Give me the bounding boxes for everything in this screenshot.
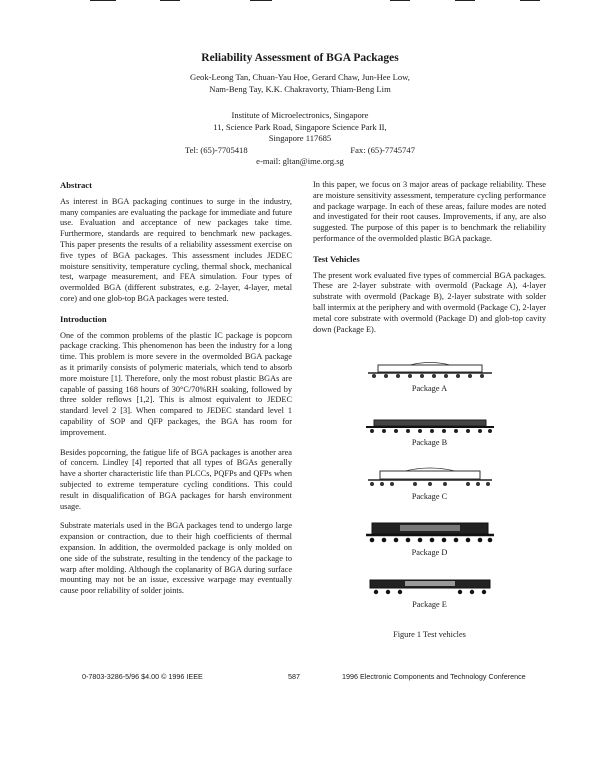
fax: Fax: (65)-7745747: [350, 144, 415, 155]
author-line: Nam-Beng Tay, K.K. Chakravorty, Thiam-Beng Lim: [209, 83, 391, 94]
top-rule: [455, 0, 475, 1]
test-vehicles-heading: Test Vehicles: [313, 253, 360, 264]
top-rule: [250, 0, 272, 1]
test-vehicles-paragraph: The present work evaluated five types of commercial BGA packages. These are 2-layer substrate with overmold (Package A), 4-layer substrate with overmold (Package B), 2-layer substrate with solder ball intermix at the periphery and with overmold (Package C), 2-layer metal core substrate with overmold (Package D) and glob-top cavity down (Package E).: [313, 270, 546, 334]
package-e-figure: [313, 574, 546, 609]
abstract-text: As interest in BGA packaging continues to surge in the industry, many companies are evaluating the package for immediate and future use. Evaluation and acceptance of new packages take time. Furthermore, standards are required to benchmark new packages. This paper presents the results of a reliability assessment exercise on five types of BGA packages. This assessment includes JEDEC moisture sensitivity, temperature cycling, thermal shock, mechanical test, warpage measurement, and FEA simulation. Four types of overmolded BGA (different substrates, e.g. 2-layer, 4-layer, metal core) and one glob-top BGA packages were tested.: [60, 196, 292, 303]
tel-fax-line: [185, 145, 415, 157]
intro-paragraph: Besides popcorning, the fatigue life of BGA packages is another area of concern. Lindley [4] reported that all types of BGAs generally have a shorter characteristic life than PLCCs, PQFPs and QFPs when subjected to extreme temperature cycling conditions. This could result in disqualification of BGA packages for harsh environment usage.: [60, 447, 292, 511]
tel: Tel: (65)-7705418: [185, 144, 248, 155]
body-paragraph: In this paper, we focus on 3 major areas of package reliability. These are moisture sensitivity assessment, temperature cycling performance and package warpage. In each of these areas, failure modes are noted and investigated for their root causes. Improvements, if any, are also suggested. The purpose of this paper is to benchmark the reliability performance of the overmolded plastic BGA package.: [313, 180, 546, 243]
package-d-label: Package D: [411, 548, 448, 557]
package-b-label: Package B: [411, 438, 448, 447]
footer-conference: 1996 Electronic Components and Technology Conference: [342, 672, 526, 681]
figure-caption: Figure 1 Test vehicles: [393, 630, 466, 639]
package-a-label: Package A: [411, 384, 448, 393]
footer-isbn: 0-7803-3286-5/96 $4.00 © 1996 IEEE: [82, 672, 203, 681]
package-e-drawing: [360, 574, 500, 598]
package-e-label: Package E: [412, 600, 447, 609]
affiliation: [185, 110, 415, 168]
top-rule: [90, 0, 116, 1]
introduction-heading: Introduction: [60, 313, 107, 324]
affiliation-line: Singapore 117685: [268, 133, 332, 143]
top-rule: [160, 0, 180, 1]
right-column: [313, 180, 546, 344]
author-line: Geok-Leong Tan, Chuan-Yau Hoe, Gerard Chaw, Jun-Hee Low,: [190, 72, 410, 82]
package-c-figure: [313, 466, 546, 501]
abstract-heading: Abstract: [60, 180, 92, 190]
package-c-label: Package C: [411, 492, 448, 501]
package-c-drawing: [360, 466, 500, 490]
package-a-figure: [313, 360, 546, 393]
package-a-drawing: [360, 360, 500, 382]
footer-page-number: 587: [288, 672, 300, 681]
author-list: [150, 72, 450, 95]
intro-paragraph: One of the common problems of the plastic IC package is popcorn package cracking. This phenomenon has been the industry for a long time. This problem is more severe in the overmolded BGA package as it primarily consists of polymeric materials, which tend to absorb more moisture [1]. Therefore, only the most robust plastic BGAs are capable of passing 168 hours of 30°C/70%RH soaking, followed by three solder reflows [1,2]. This is almost equivalent to JEDEC standard level 2 [3]. When compared to JEDEC standard level 1 capability of SOP and QFP packages, the BGA has room for improvement.: [60, 330, 292, 437]
top-rule: [390, 0, 410, 1]
email: e-mail: gltan@ime.org.sg: [256, 156, 344, 166]
package-b-figure: [313, 414, 546, 447]
affiliation-line: 11, Science Park Road, Singapore Science Park II,: [213, 121, 387, 132]
intro-paragraph: Substrate materials used in the BGA packages tend to undergo large expansion or contraction, due to their high coefficients of thermal expansion. In addition, the overmolded package is only molded on one side of the substrate, resulting in the tendency of the package to warp after molding. Although the coplanarity of BGA during surface mounting may not be an issue, excessive warpage may eventually cause poor reliability of solder joints.: [60, 521, 292, 596]
package-d-drawing: [360, 520, 500, 546]
left-column: [60, 180, 292, 606]
paper-title: Reliability Assessment of BGA Packages: [201, 52, 399, 64]
affiliation-line: Institute of Microelectronics, Singapore: [231, 110, 369, 120]
top-rule: [520, 0, 540, 1]
package-d-figure: [313, 520, 546, 557]
package-b-drawing: [360, 414, 500, 436]
